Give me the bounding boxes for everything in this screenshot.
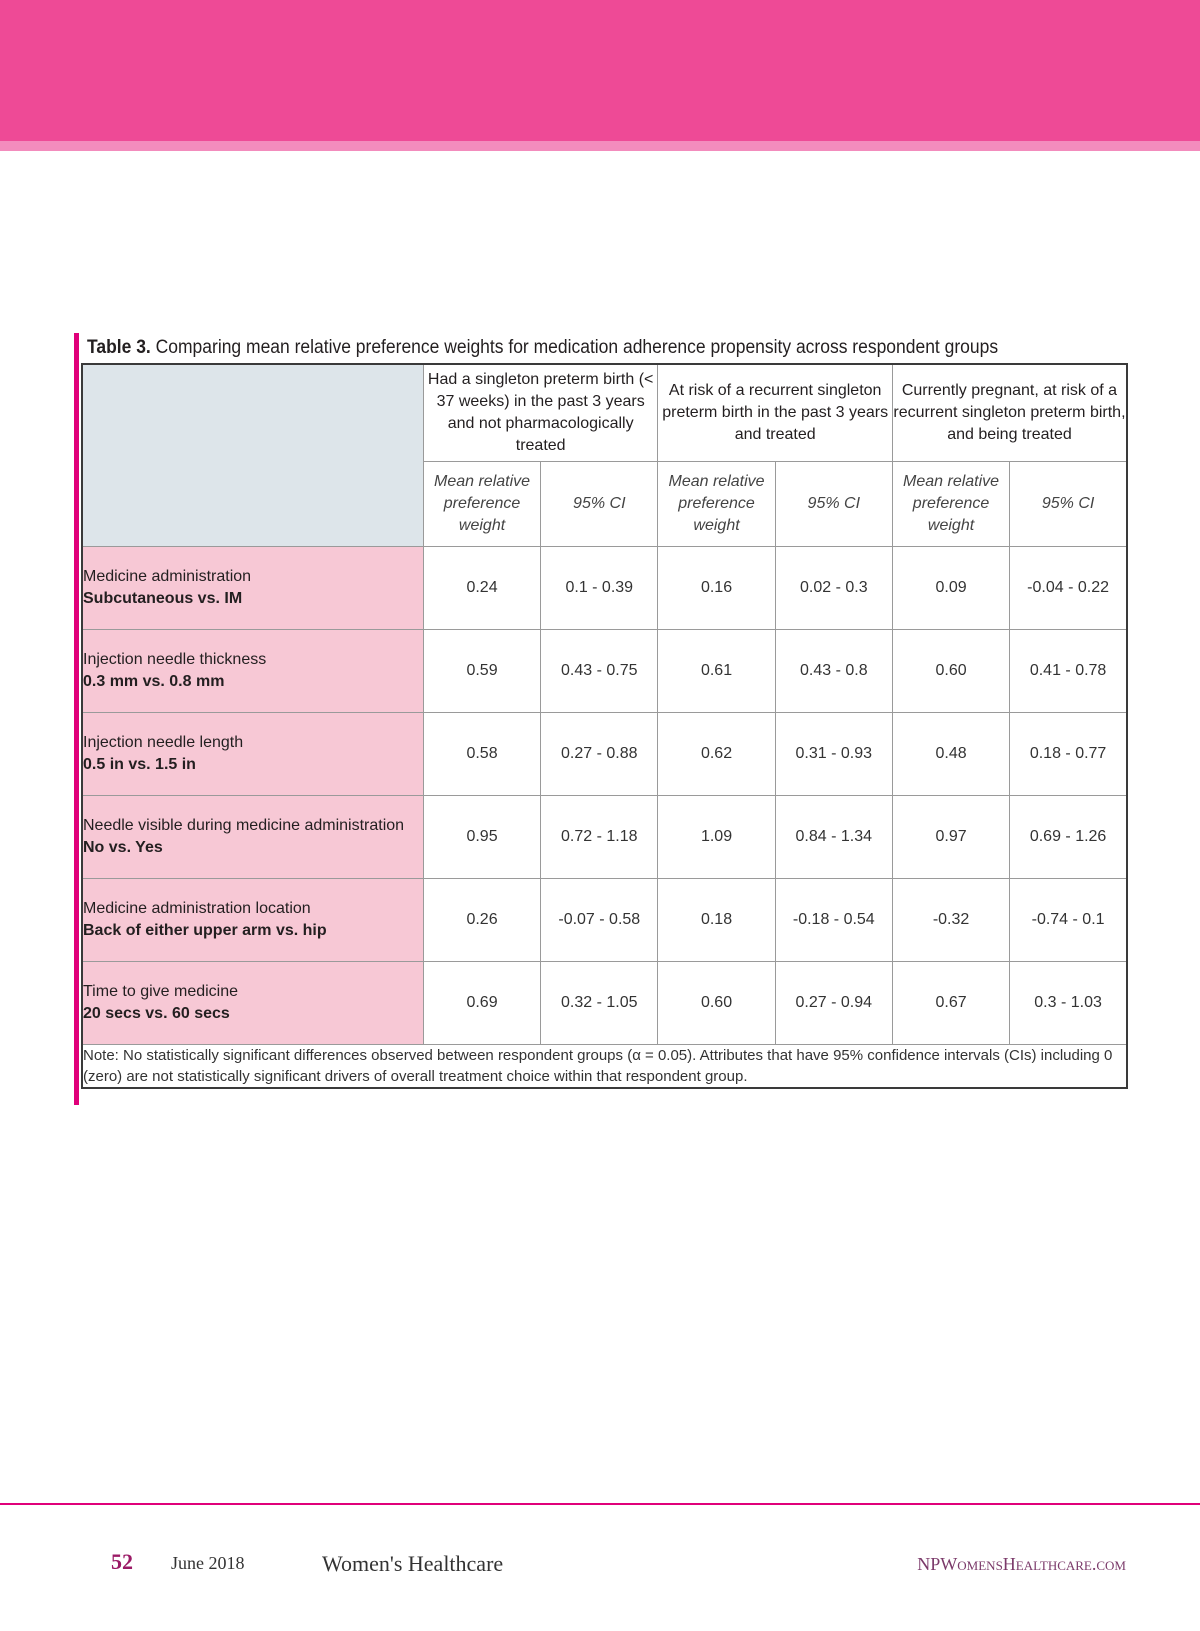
page-number: 52 — [111, 1549, 133, 1574]
page-footer — [0, 1549, 1200, 1579]
subheader-ci: 95% CI — [1010, 462, 1127, 547]
subheader-ci: 95% CI — [541, 462, 658, 547]
ci-cell: 0.1 - 0.39 — [541, 547, 658, 630]
attribute-name: Medicine administration — [83, 568, 252, 585]
ci-cell: 0.84 - 1.34 — [775, 796, 892, 879]
table-note: Note: No statistically significant differences observed between respondent groups (α = 0.05). Attributes that have 95% confidence intervals (CIs) including 0 (zero) are not statistically significant drivers of overall treatment choice within that respondent group. — [82, 1045, 1127, 1089]
ci-cell: 0.41 - 0.78 — [1010, 630, 1127, 713]
table-accent-bar — [74, 333, 79, 1105]
mean-weight-cell: 0.60 — [658, 962, 775, 1045]
row-label — [82, 630, 423, 713]
table-row — [82, 713, 1127, 796]
attribute-name: Injection needle thickness — [83, 651, 267, 668]
mean-weight-cell: 0.59 — [423, 630, 540, 713]
attribute-name: Medicine administration location — [83, 900, 311, 917]
attribute-name: Needle visible during medicine administration — [83, 817, 405, 834]
ci-cell: 0.69 - 1.26 — [1010, 796, 1127, 879]
mean-weight-cell: 0.69 — [423, 962, 540, 1045]
row-label — [82, 796, 423, 879]
table-row — [82, 547, 1127, 630]
mean-weight-cell: 0.18 — [658, 879, 775, 962]
magazine-title: Women's Healthcare — [322, 1551, 504, 1576]
table-row — [82, 879, 1127, 962]
group-header-row — [82, 364, 1127, 462]
group-header-pregnant: Currently pregnant, at risk of a recurrent singleton preterm birth, and being treated — [892, 364, 1127, 462]
row-label — [82, 879, 423, 962]
attribute-levels: 0.3 mm vs. 0.8 mm — [83, 673, 225, 690]
ci-cell: 0.32 - 1.05 — [541, 962, 658, 1045]
mean-weight-cell: 0.62 — [658, 713, 775, 796]
attribute-levels: 0.5 in vs. 1.5 in — [83, 756, 196, 773]
row-label — [82, 962, 423, 1045]
attribute-name: Time to give medicine — [83, 983, 239, 1000]
ci-cell: 0.27 - 0.88 — [541, 713, 658, 796]
ci-cell: 0.02 - 0.3 — [775, 547, 892, 630]
attribute-name: Injection needle length — [83, 734, 244, 751]
ci-cell: 0.18 - 0.77 — [1010, 713, 1127, 796]
ci-cell: 0.72 - 1.18 — [541, 796, 658, 879]
ci-cell: -0.07 - 0.58 — [541, 879, 658, 962]
table-row — [82, 630, 1127, 713]
group-header-untreated: Had a singleton preterm birth (< 37 weeks) in the past 3 years and not pharmacologically treated — [423, 364, 658, 462]
attribute-levels: Subcutaneous vs. IM — [83, 590, 243, 607]
ci-cell: -0.74 - 0.1 — [1010, 879, 1127, 962]
mean-weight-cell: 0.16 — [658, 547, 775, 630]
footer-rule — [0, 1503, 1200, 1505]
mean-weight-cell: 1.09 — [658, 796, 775, 879]
table-row — [82, 962, 1127, 1045]
note-row — [82, 1045, 1127, 1089]
mean-weight-cell: 0.09 — [892, 547, 1009, 630]
attribute-levels: No vs. Yes — [83, 839, 163, 856]
group-header-treated: At risk of a recurrent singleton preterm birth in the past 3 years and treated — [658, 364, 893, 462]
subheader-mean: Mean relative preference weight — [423, 462, 540, 547]
mean-weight-cell: 0.60 — [892, 630, 1009, 713]
website-url: NPWomensHealthcare.com — [917, 1554, 1126, 1574]
subheader-ci: 95% CI — [775, 462, 892, 547]
mean-weight-cell: -0.32 — [892, 879, 1009, 962]
mean-weight-cell: 0.26 — [423, 879, 540, 962]
ci-cell: 0.43 - 0.8 — [775, 630, 892, 713]
mean-weight-cell: 0.95 — [423, 796, 540, 879]
caption-text: Comparing mean relative preference weights for medication adherence propensity across respondent groups — [150, 337, 999, 358]
header-color-band — [0, 0, 1200, 141]
preference-weights-table — [81, 363, 1128, 1089]
ci-cell: 0.3 - 1.03 — [1010, 962, 1127, 1045]
issue-date: June 2018 — [171, 1553, 245, 1573]
ci-cell: -0.18 - 0.54 — [775, 879, 892, 962]
header-accent-stripe — [0, 141, 1200, 151]
ci-cell: 0.31 - 0.93 — [775, 713, 892, 796]
row-label — [82, 713, 423, 796]
mean-weight-cell: 0.48 — [892, 713, 1009, 796]
ci-cell: -0.04 - 0.22 — [1010, 547, 1127, 630]
corner-cell — [82, 364, 423, 547]
mean-weight-cell: 0.61 — [658, 630, 775, 713]
mean-weight-cell: 0.97 — [892, 796, 1009, 879]
row-label — [82, 547, 423, 630]
mean-weight-cell: 0.24 — [423, 547, 540, 630]
table-row — [82, 796, 1127, 879]
table-caption — [87, 336, 1044, 360]
attribute-levels: Back of either upper arm vs. hip — [83, 922, 327, 939]
caption-label: Table 3. — [87, 337, 151, 358]
subheader-mean: Mean relative preference weight — [892, 462, 1009, 547]
subheader-mean: Mean relative preference weight — [658, 462, 775, 547]
ci-cell: 0.27 - 0.94 — [775, 962, 892, 1045]
mean-weight-cell: 0.58 — [423, 713, 540, 796]
mean-weight-cell: 0.67 — [892, 962, 1009, 1045]
attribute-levels: 20 secs vs. 60 secs — [83, 1005, 230, 1022]
ci-cell: 0.43 - 0.75 — [541, 630, 658, 713]
